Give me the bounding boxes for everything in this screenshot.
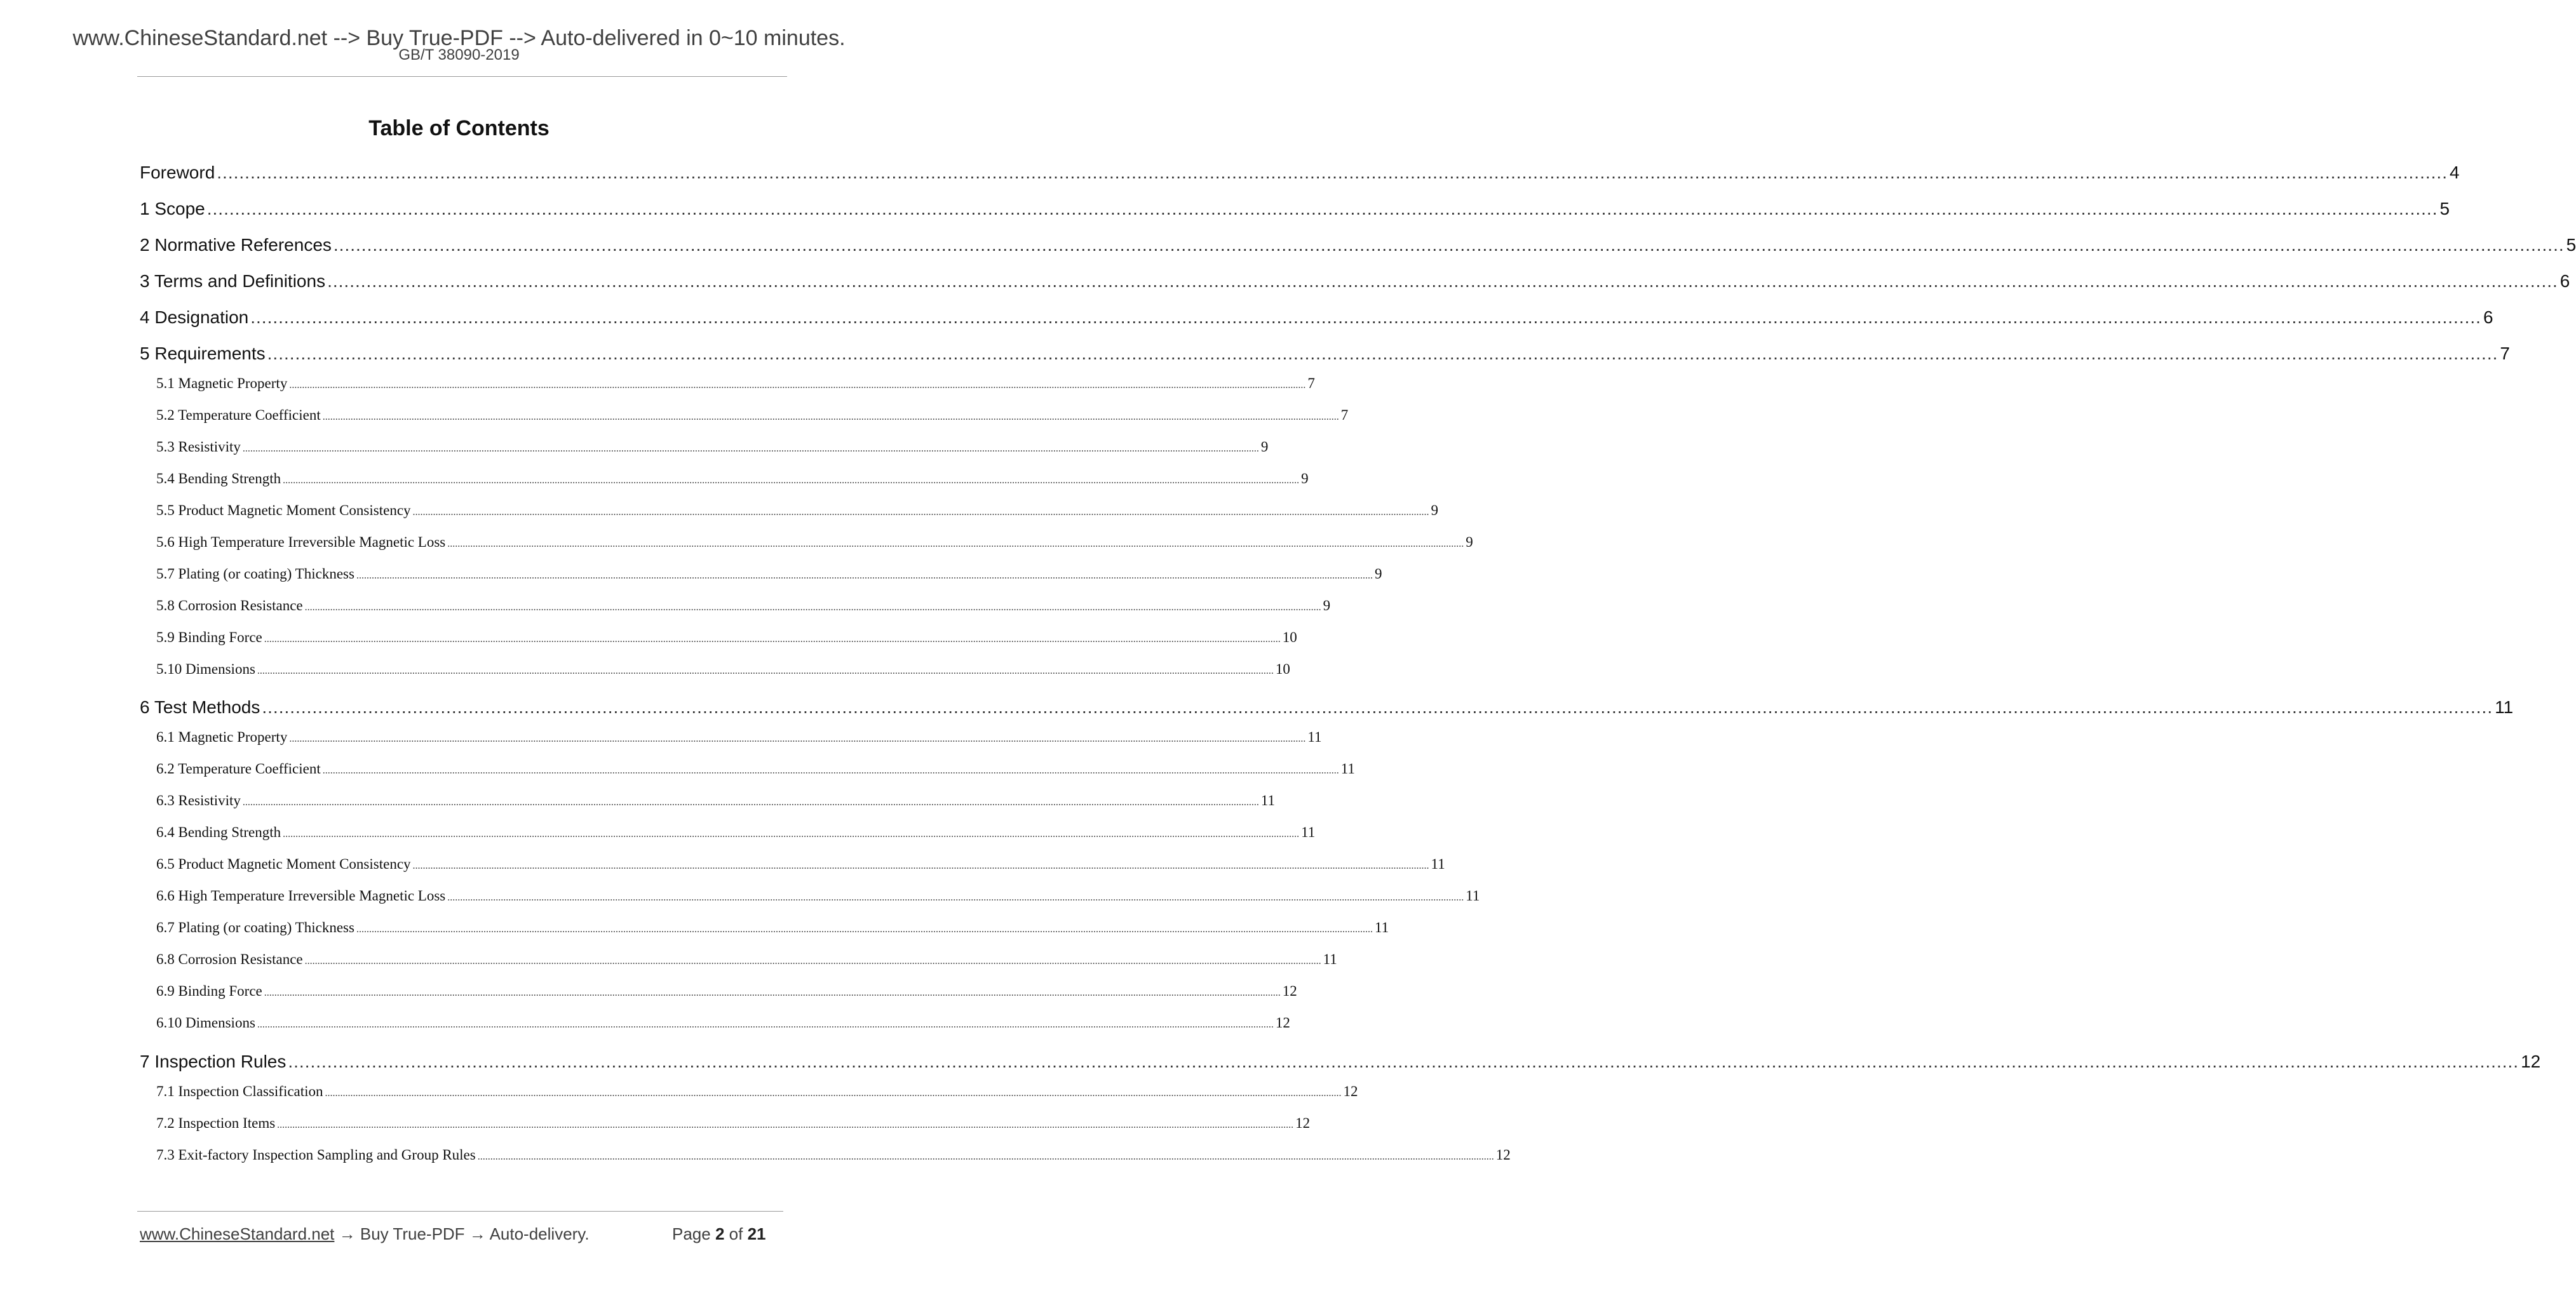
toc-entry[interactable]: [156, 887, 1480, 907]
toc-entry[interactable]: [156, 565, 1382, 585]
toc-entry-label: 7.2 Inspection Items: [156, 1115, 276, 1131]
toc-entry-label: 6.3 Resistivity: [156, 793, 241, 808]
document-code: GB/T 38090-2019: [398, 46, 520, 64]
toc-entry-label: 7.1 Inspection Classification: [156, 1083, 323, 1099]
toc-entry-page: 11: [1301, 824, 1316, 840]
toc-entry[interactable]: [156, 374, 1315, 395]
toc-leader-dots: ................................................................................................................................................................................................................................................................................................................................................................................................................: [333, 235, 2565, 255]
toc-entry-label: 6.1 Magnetic Property: [156, 729, 288, 745]
toc-entry-page: 12: [2521, 1052, 2541, 1071]
toc-entry[interactable]: [140, 1050, 2541, 1073]
toc-entry-label: 6.2 Temperature Coefficient: [156, 761, 321, 777]
toc-entry-label: 5.3 Resistivity: [156, 439, 241, 455]
toc-leader-dots: ................................................................................................................................................................................................................................................................................................................................................................................................................: [264, 634, 1281, 645]
page-total: 21: [747, 1224, 766, 1243]
toc-entry-label: 5.6 High Temperature Irreversible Magnetic Loss: [156, 534, 446, 550]
toc-entry[interactable]: [156, 823, 1316, 844]
page-indicator: [672, 1224, 765, 1244]
toc-entry[interactable]: [156, 596, 1331, 617]
toc-entry[interactable]: [140, 696, 2514, 719]
toc-entry[interactable]: [156, 469, 1309, 490]
page-word: Page: [672, 1224, 715, 1243]
toc-entry-page: 11: [1374, 920, 1389, 935]
toc-entry-page: 5: [2566, 235, 2576, 255]
toc-entry-page: 4: [2449, 163, 2460, 182]
toc-entry[interactable]: [156, 406, 1349, 427]
toc-entry-page: 9: [1374, 566, 1382, 582]
toc-entry[interactable]: [156, 1114, 1311, 1135]
toc-leader-dots: ................................................................................................................................................................................................................................................................................................................................................................................................................: [262, 697, 2493, 717]
toc-entry[interactable]: [140, 197, 2450, 220]
toc-entry[interactable]: [156, 791, 1276, 812]
toc-entry-label: 5.10 Dimensions: [156, 661, 255, 677]
toc-entry[interactable]: [140, 342, 2510, 365]
toc-entry-label: 5.7 Plating (or coating) Thickness: [156, 566, 354, 582]
toc-entry-label: 5.4 Bending Strength: [156, 471, 281, 486]
toc-leader-dots: ................................................................................................................................................................................................................................................................................................................................................................................................................: [325, 1088, 1342, 1099]
toc-leader-dots: ................................................................................................................................................................................................................................................................................................................................................................................................................: [412, 860, 1429, 871]
toc-entry-page: 6: [2559, 271, 2570, 291]
toc-entry-label: 7 Inspection Rules: [140, 1052, 287, 1071]
toc-leader-dots: ................................................................................................................................................................................................................................................................................................................................................................................................................: [356, 924, 1373, 935]
footer-tagline: → Buy True-PDF → Auto-delivery.: [334, 1224, 590, 1243]
toc-entry-label: Foreword: [140, 163, 215, 182]
toc-entry-page: 12: [1295, 1115, 1311, 1131]
toc-leader-dots: ................................................................................................................................................................................................................................................................................................................................................................................................................: [327, 271, 2558, 291]
toc-leader-dots: ................................................................................................................................................................................................................................................................................................................................................................................................................: [289, 380, 1306, 391]
toc-leader-dots: ................................................................................................................................................................................................................................................................................................................................................................................................................: [322, 765, 1339, 776]
page-current: 2: [715, 1224, 725, 1243]
toc-leader-dots: ................................................................................................................................................................................................................................................................................................................................................................................................................: [257, 666, 1274, 676]
toc-entry-label: 5.5 Product Magnetic Moment Consistency: [156, 502, 411, 518]
of-word: of: [724, 1224, 748, 1243]
toc-leader-dots: ................................................................................................................................................................................................................................................................................................................................................................................................................: [206, 199, 2438, 218]
toc-entry-page: 11: [1323, 951, 1337, 967]
toc-entry-page: 10: [1282, 629, 1297, 645]
toc-leader-dots: ................................................................................................................................................................................................................................................................................................................................................................................................................: [304, 602, 1321, 613]
toc-leader-dots: ................................................................................................................................................................................................................................................................................................................................................................................................................: [322, 411, 1339, 422]
toc-entry-label: 6.5 Product Magnetic Moment Consistency: [156, 856, 411, 872]
toc-leader-dots: ................................................................................................................................................................................................................................................................................................................................................................................................................: [356, 570, 1373, 581]
toc-entry-page: 9: [1431, 502, 1439, 518]
toc-entry[interactable]: [156, 660, 1290, 681]
toc-entry-page: 12: [1282, 983, 1297, 999]
toc-entry[interactable]: [156, 1082, 1358, 1103]
toc-entry-page: 7: [1340, 407, 1349, 423]
toc-entry-label: 3 Terms and Definitions: [140, 271, 326, 291]
toc-leader-dots: ................................................................................................................................................................................................................................................................................................................................................................................................................: [264, 987, 1281, 998]
toc-entry-label: 5.2 Temperature Coefficient: [156, 407, 321, 423]
toc-leader-dots: ................................................................................................................................................................................................................................................................................................................................................................................................................: [242, 797, 1259, 808]
toc-entry-page: 11: [2495, 697, 2514, 717]
toc-entry-page: 9: [1323, 598, 1331, 613]
toc-entry-page: 11: [1340, 761, 1355, 777]
toc-title: Table of Contents: [368, 116, 550, 140]
toc-leader-dots: ................................................................................................................................................................................................................................................................................................................................................................................................................: [283, 475, 1300, 486]
toc-entry-label: 5.8 Corrosion Resistance: [156, 598, 303, 613]
footer-divider: [137, 1211, 783, 1212]
toc-leader-dots: ................................................................................................................................................................................................................................................................................................................................................................................................................: [257, 1019, 1274, 1030]
footer-site-link[interactable]: www.ChineseStandard.net: [140, 1224, 335, 1243]
toc-entry-page: 7: [2500, 344, 2510, 363]
toc-entry-label: 6.8 Corrosion Resistance: [156, 951, 303, 967]
toc-entry[interactable]: [156, 982, 1297, 1003]
toc-entry-label: 6.7 Plating (or coating) Thickness: [156, 920, 354, 935]
toc-entry-page: 12: [1495, 1147, 1511, 1163]
toc-entry[interactable]: [140, 270, 2570, 293]
toc-entry-page: 9: [1466, 534, 1473, 550]
toc-leader-dots: ................................................................................................................................................................................................................................................................................................................................................................................................................: [288, 1052, 2519, 1071]
toc-entry-page: 11: [1431, 856, 1445, 872]
toc-entry[interactable]: [156, 1014, 1290, 1034]
toc-leader-dots: ................................................................................................................................................................................................................................................................................................................................................................................................................: [242, 443, 1259, 454]
toc-entry[interactable]: [156, 438, 1269, 458]
toc-leader-dots: ................................................................................................................................................................................................................................................................................................................................................................................................................: [412, 507, 1429, 518]
toc-entry[interactable]: [156, 950, 1337, 971]
toc-entry-label: 5 Requirements: [140, 344, 266, 363]
toc-entry-page: 6: [2483, 307, 2493, 327]
toc-entry[interactable]: [156, 1146, 1511, 1167]
toc-entry-label: 6.6 High Temperature Irreversible Magnetic Loss: [156, 888, 446, 904]
toc-entry-page: 9: [1260, 439, 1269, 455]
toc-leader-dots: ................................................................................................................................................................................................................................................................................................................................................................................................................: [477, 1151, 1494, 1162]
toc-entry-label: 6.4 Bending Strength: [156, 824, 281, 840]
toc-leader-dots: ................................................................................................................................................................................................................................................................................................................................................................................................................: [250, 307, 2481, 327]
toc-entry[interactable]: [156, 759, 1355, 780]
toc-entry[interactable]: [156, 501, 1439, 522]
toc-entry-label: 7.3 Exit-factory Inspection Sampling and Group Rules: [156, 1147, 476, 1163]
toc-entry-page: 12: [1275, 1015, 1290, 1031]
toc-entry[interactable]: [156, 855, 1445, 876]
toc-leader-dots: ................................................................................................................................................................................................................................................................................................................................................................................................................: [217, 163, 2448, 182]
toc-entry-label: 5.9 Binding Force: [156, 629, 262, 645]
toc-entry-label: 1 Scope: [140, 199, 205, 218]
toc-entry-label: 4 Designation: [140, 307, 249, 327]
toc-entry[interactable]: [156, 918, 1389, 939]
toc-leader-dots: ................................................................................................................................................................................................................................................................................................................................................................................................................: [267, 344, 2498, 363]
toc-entry-page: 5: [2439, 199, 2450, 218]
toc-leader-dots: ................................................................................................................................................................................................................................................................................................................................................................................................................: [304, 956, 1321, 967]
toc-entry-page: 11: [1466, 888, 1480, 904]
toc-entry-label: 6 Test Methods: [140, 697, 260, 717]
toc-entry[interactable]: [140, 161, 2460, 184]
toc-entry-page: 10: [1275, 661, 1290, 677]
toc-leader-dots: ................................................................................................................................................................................................................................................................................................................................................................................................................: [277, 1120, 1294, 1130]
footer-left: [140, 1224, 590, 1244]
toc-leader-dots: ................................................................................................................................................................................................................................................................................................................................................................................................................: [283, 829, 1300, 840]
toc-leader-dots: ................................................................................................................................................................................................................................................................................................................................................................................................................: [447, 539, 1464, 549]
toc-entry-page: 9: [1301, 471, 1309, 486]
header-banner: www.ChineseStandard.net --> Buy True-PDF --> Auto-delivered in 0~10 minutes.: [72, 26, 846, 50]
toc-entry-label: 6.10 Dimensions: [156, 1015, 255, 1031]
toc-entry[interactable]: [156, 628, 1297, 649]
toc-entry[interactable]: [156, 728, 1322, 749]
toc-entry[interactable]: [140, 306, 2493, 329]
toc-entry-label: 5.1 Magnetic Property: [156, 375, 288, 391]
toc-entry-page: 11: [1260, 793, 1276, 808]
toc-entry-page: 11: [1307, 729, 1322, 745]
toc-entry-page: 12: [1343, 1083, 1358, 1099]
toc-entry-page: 7: [1307, 375, 1315, 391]
toc-entry-label: 6.9 Binding Force: [156, 983, 262, 999]
toc-entry[interactable]: [140, 234, 2576, 257]
toc-leader-dots: ................................................................................................................................................................................................................................................................................................................................................................................................................: [447, 892, 1464, 903]
toc-entry[interactable]: [156, 533, 1473, 554]
toc-leader-dots: ................................................................................................................................................................................................................................................................................................................................................................................................................: [289, 733, 1306, 744]
toc-entry-label: 2 Normative References: [140, 235, 332, 255]
